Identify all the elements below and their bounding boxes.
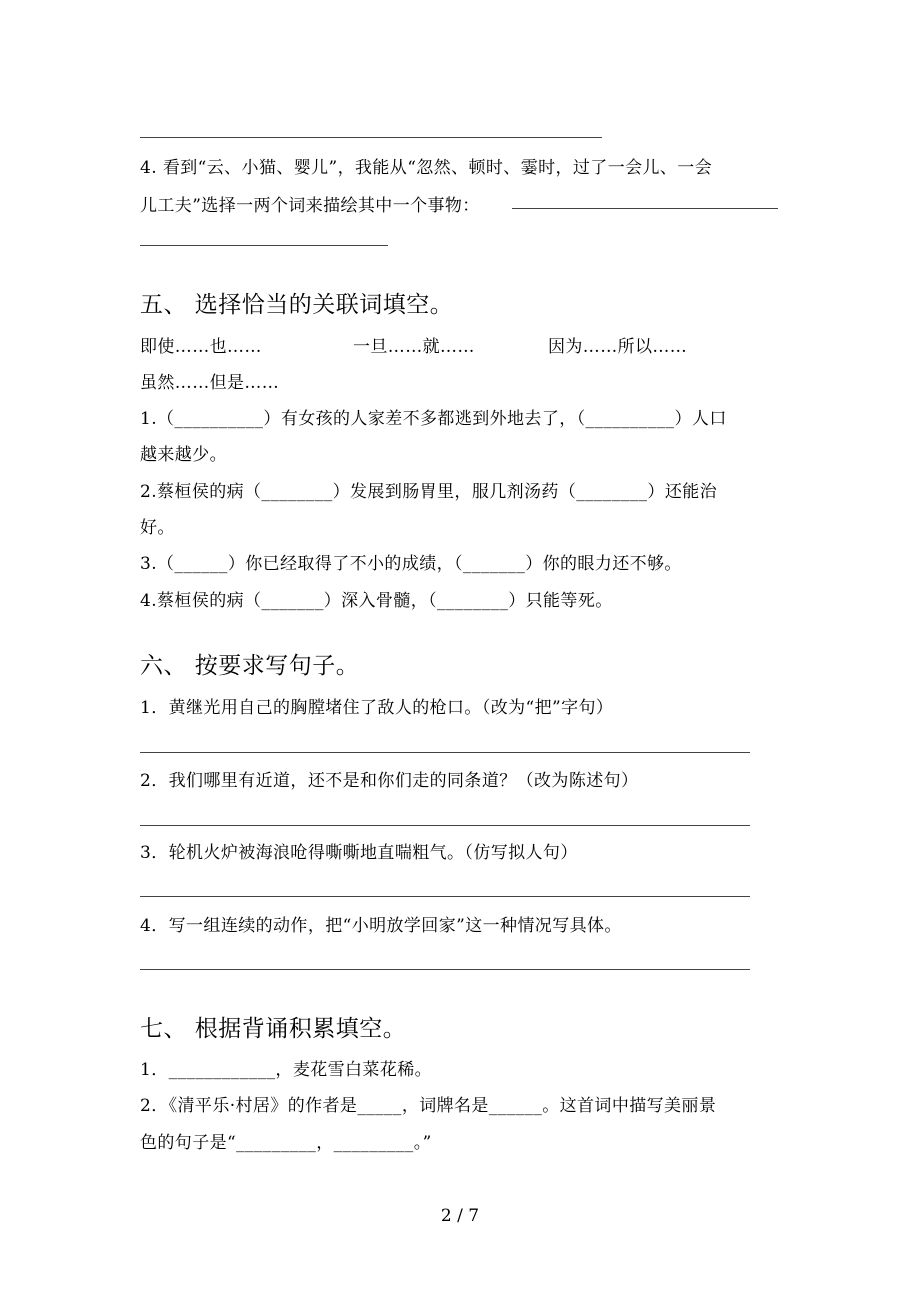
question-text: 2．《清平乐·村居》的作者是_____，词牌名是______。这首词中描写美丽景 xyxy=(140,1096,717,1116)
question-text: 好。 xyxy=(140,518,175,538)
question-text: 越来越少。 xyxy=(140,445,227,465)
option-text: 因为……所以…… xyxy=(548,337,688,357)
question-text: 4．写一组连续的动作，把“小明放学回家”这一种情况写具体。 xyxy=(140,916,622,936)
question-text: 1.（__________）有女孩的人家差不多都逃到外地去了，（__________）人口 xyxy=(140,409,727,429)
answer-line xyxy=(512,208,778,209)
question-text: 色的句子是“_________，_________。” xyxy=(140,1133,432,1153)
answer-line xyxy=(140,137,602,138)
option-text: 即使……也…… xyxy=(140,337,262,357)
question-text: 1．____________，麦花雪白菜花稀。 xyxy=(140,1060,433,1080)
answer-line xyxy=(140,969,750,970)
answer-line xyxy=(140,825,750,826)
question-text: 4. 看到“云、小猫、婴儿”，我能从“忽然、顿时、霎时，过了一会儿、一会 xyxy=(140,158,713,178)
section-heading: 五、 选择恰当的关联词填空。 xyxy=(140,292,454,318)
question-text: 2．我们哪里有近道，还不是和你们走的同条道？（改为陈述句） xyxy=(140,771,639,791)
question-text: 4.蔡桓侯的病（_______）深入骨髓，（________）只能等死。 xyxy=(140,591,613,611)
question-text: 3．轮机火炉被海浪呛得嘶嘶地直喘粗气。（仿写拟人句） xyxy=(140,843,578,863)
option-text: 一旦……就…… xyxy=(353,337,475,357)
page-number: 2 / 7 xyxy=(440,1206,480,1226)
section-heading: 六、 按要求写句子。 xyxy=(140,653,360,679)
section-heading: 七、 根据背诵积累填空。 xyxy=(140,1016,407,1042)
question-text: 3.（______）你已经取得了不小的成绩，（_______）你的眼力还不够。 xyxy=(140,554,682,574)
question-text: 2.蔡桓侯的病（________）发展到肠胃里，服几剂汤药（________）还能治 xyxy=(140,482,718,502)
question-text: 1．黄继光用自己的胸膛堵住了敌人的枪口。（改为“把”字句） xyxy=(140,698,614,718)
answer-line xyxy=(140,896,750,897)
answer-line xyxy=(140,752,750,753)
option-text: 虽然……但是…… xyxy=(140,373,280,393)
answer-line xyxy=(140,245,388,246)
question-text: 儿工夫”选择一两个词来描绘其中一个事物： xyxy=(140,196,480,216)
